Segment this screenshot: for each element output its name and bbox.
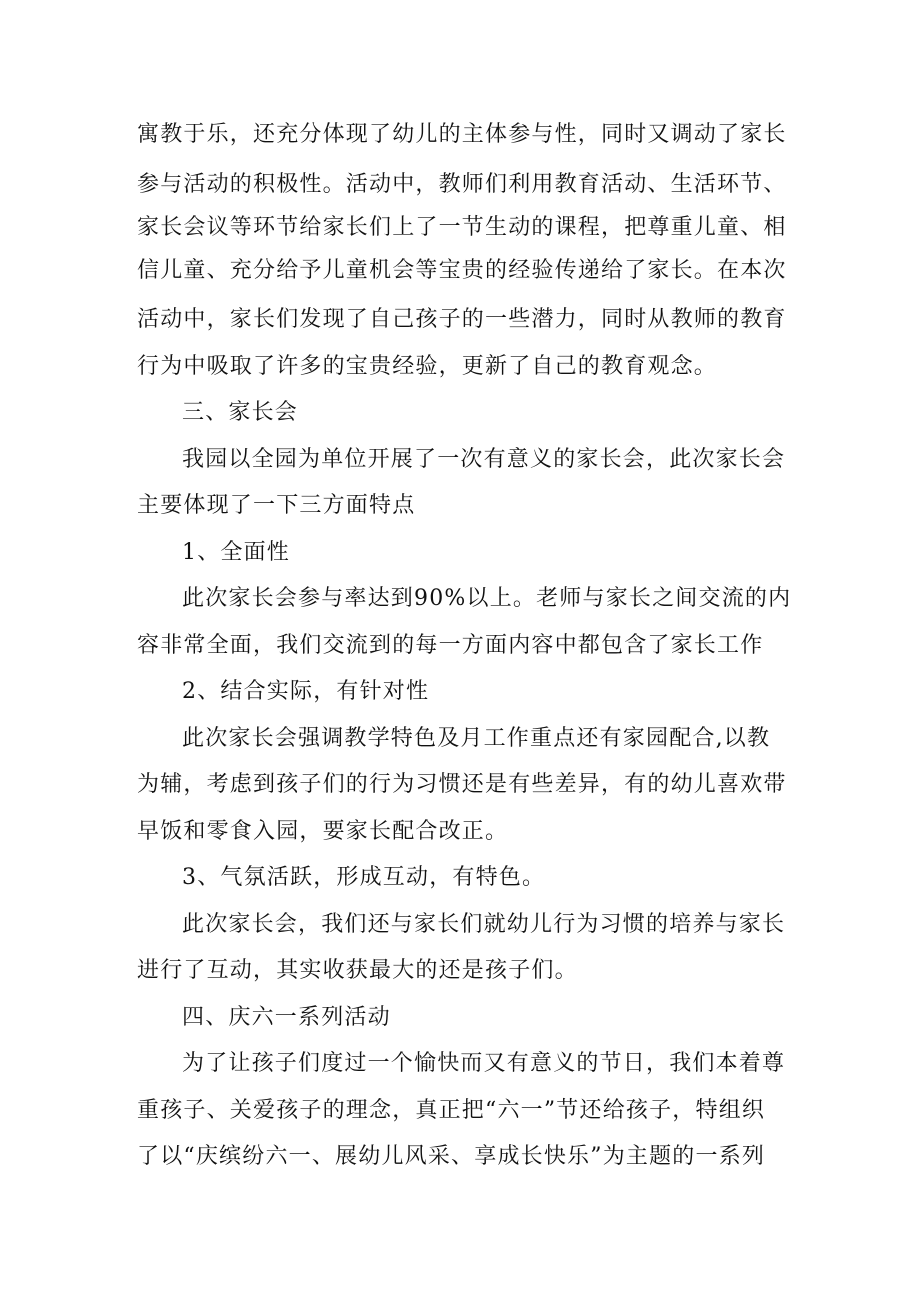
text-line: 重孩子、关爱孩子的理念，真正把“六一”节还给孩子，特组织 xyxy=(137,1098,766,1123)
text-line: 为了让孩子们度过一个愉快而又有意义的节日，我们本着尊 xyxy=(182,1051,786,1076)
text-line: 早饭和零食入园，要家长配合改正。 xyxy=(137,819,509,844)
section-heading: 四、庆六一系列活动 xyxy=(182,1005,391,1030)
text-line: 此次家长会强调教学特色及月工作重点还有家园配合,以教 xyxy=(182,726,771,751)
text-line: 信儿童、充分给予儿童机会等宝贵的经验传递给了家长。在本次 xyxy=(137,258,787,283)
text-line: 为辅，考虑到孩子们的行为习惯还是有些差异，有的幼儿喜欢带 xyxy=(137,772,787,797)
text-line: 主要体现了一下三方面特点 xyxy=(137,493,416,518)
text-line: 此次家长会，我们还与家长们就幼儿行为习惯的培养与家长 xyxy=(182,912,786,937)
text-line: 寓教于乐，还充分体现了幼儿的主体参与性，同时又调动了家长 xyxy=(137,122,787,147)
subheading: 2、结合实际，有针对性 xyxy=(182,679,430,704)
text-line: 行为中吸取了许多的宝贵经验，更新了自己的教育观念。 xyxy=(137,354,718,379)
text-line: 活动中，家长们发现了自己孩子的一些潜力，同时从教师的教育 xyxy=(137,307,787,332)
text-line: 容非常全面，我们交流到的每一方面内容中都包含了家长工作 xyxy=(137,633,764,658)
text-line: 家长会议等环节给家长们上了一节生动的课程，把尊重儿童、相 xyxy=(137,215,787,240)
text-line: 进行了互动，其实收获最大的还是孩子们。 xyxy=(137,958,578,983)
section-heading: 三、家长会 xyxy=(182,400,299,425)
subheading: 1、全面性 xyxy=(182,540,290,565)
subheading: 3、气氛活跃，形成互动，有特色。 xyxy=(182,865,546,890)
text-line: 参与活动的积极性。活动中，教师们利用教育活动、生活环节、 xyxy=(137,172,787,197)
text-line: 我园以全园为单位开展了一次有意义的家长会，此次家长会 xyxy=(182,447,786,472)
text-line: 了以“庆缤纷六一、展幼儿风采、享成长快乐”为主题的一系列 xyxy=(137,1144,766,1169)
text-line: 此次家长会参与率达到90%以上。老师与家长之间交流的内 xyxy=(182,586,792,611)
